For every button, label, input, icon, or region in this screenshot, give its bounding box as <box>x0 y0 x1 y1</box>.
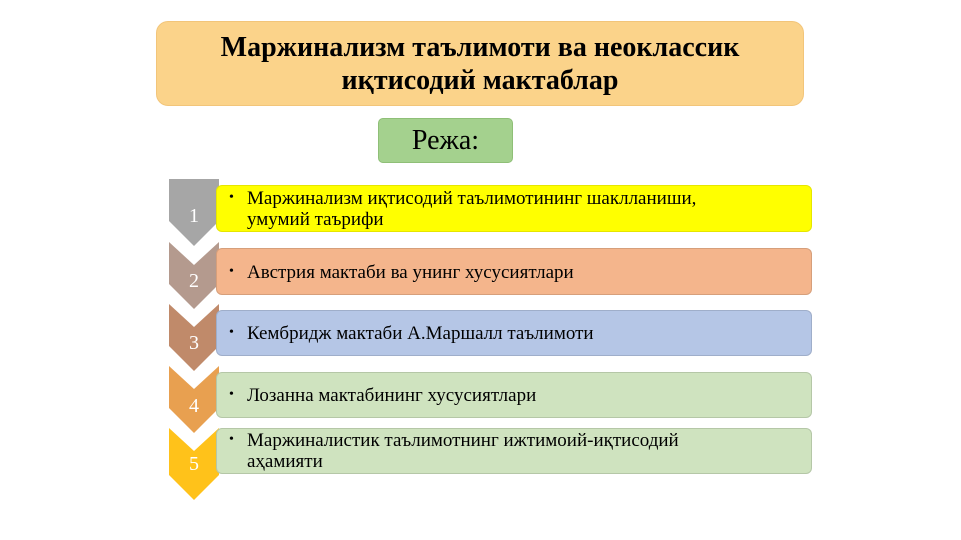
bullet: • <box>229 190 234 205</box>
list-item-1 <box>216 185 812 232</box>
chevron-number-3: 3 <box>189 332 199 354</box>
list-item-2 <box>216 248 812 295</box>
bullet: • <box>229 325 234 340</box>
list-item-4 <box>216 372 812 418</box>
list-item-text: Кембридж мактаби А.Маршалл таълимоти <box>247 323 594 344</box>
list-item-text: Маржинализм иқтисодий таълимотининг шаклланиши, умумий таърифи <box>247 188 697 230</box>
list-item-5 <box>216 428 812 474</box>
list-item-text: Маржиналистик таълимотнинг ижтимоий-иқтисодий аҳамияти <box>247 430 679 472</box>
bullet: • <box>229 387 234 402</box>
page-title: Маржинализм таълимоти ва неоклассик иқтисодий мактаблар <box>220 31 740 96</box>
plan-label: Режа: <box>411 124 480 156</box>
list-item-text: Лозанна мактабининг хусусиятлари <box>247 385 537 406</box>
list-item-3 <box>216 310 812 356</box>
list-item-text: Австрия мактаби ва унинг хусусиятлари <box>247 262 574 283</box>
chevron-number-5: 5 <box>189 453 199 475</box>
bullet: • <box>229 432 234 447</box>
chevron-number-2: 2 <box>189 270 199 292</box>
bullet: • <box>229 264 234 279</box>
chevron-number-4: 4 <box>189 395 199 417</box>
chevron-number-1: 1 <box>189 205 199 227</box>
